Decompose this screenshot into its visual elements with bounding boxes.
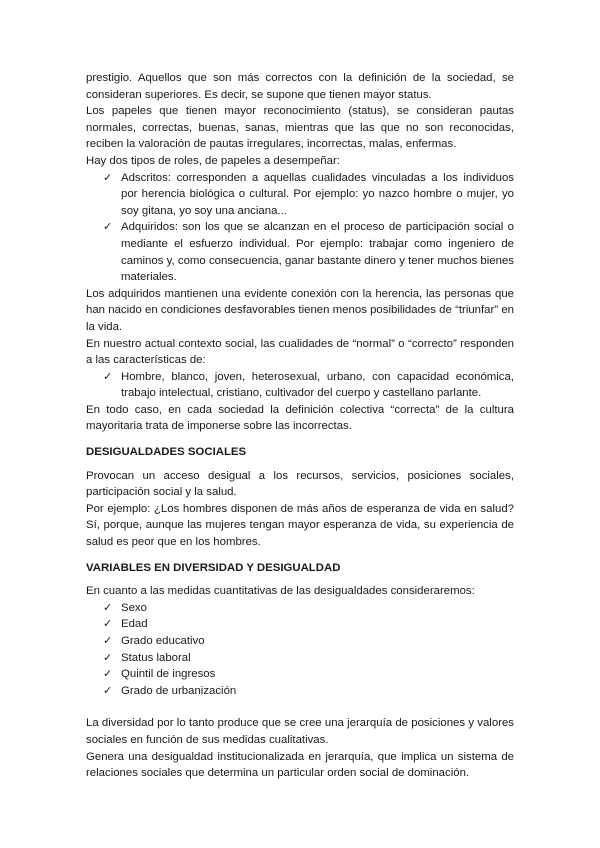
list-item-adquiridos: [86, 219, 514, 285]
list-item-text: Grado educativo: [121, 635, 205, 647]
paragraph-tipos-roles: Hay dos tipos de roles, de papeles a desempeñar:: [86, 154, 340, 167]
paragraph-papeles-status: Los papeles que tienen mayor reconocimiento (status), se consideran pautas normales, correctas, buenas, sanas, mientras que las que no son reconocidas, reciben la valoración de pautas irregulares, incorrectas, malas, enfermas.: [86, 105, 514, 151]
paragraph-ejemplo-salud: Por ejemplo: ¿Los hombres disponen de más años de esperanza de vida en salud? Sí, porque, aunque las mujeres tengan mayor esperanza de vida, su experiencia de salud es peor que en los hombres.: [86, 502, 514, 549]
list-item-caracteristicas: [86, 369, 514, 402]
list-item-text: Edad: [121, 618, 148, 631]
variables-list: [86, 600, 514, 700]
list-item-text: Adscritos: corresponden a aquellas cualidades vinculadas a los individuos por herencia biológica o cultural. Por ejemplo: yo nazco hombre o mujer, yo soy gitana, yo soy una anciana...: [121, 171, 514, 217]
check-icon: ✓: [103, 170, 113, 184]
paragraph-adquiridos-herencia: Los adquiridos mantienen una evidente conexión con la herencia, las personas que han nacido en condiciones desfavorables tienen menos posibilidades de “triunfar” en la vida.: [86, 287, 514, 333]
check-icon: ✓: [103, 683, 113, 697]
list-item-adscritos: [86, 170, 514, 220]
list-item-sexo: [86, 600, 514, 617]
list-item-text: Status laboral: [121, 651, 191, 664]
list-item-grado-urbanizacion: [86, 683, 514, 700]
list-item-status-laboral: [86, 650, 514, 667]
caracteristicas-list: [86, 369, 514, 402]
list-item-quintil-ingresos: [86, 666, 514, 683]
check-icon: ✓: [103, 220, 113, 234]
check-icon: ✓: [103, 600, 113, 614]
check-icon: ✓: [103, 617, 113, 631]
list-item-text: Adquiridos: son los que se alcanzan en el proceso de participación social o mediante el esfuerzo individual. Por ejemplo: trabajar como ingeniero de caminos y, como consecuencia, ganar bastante dinero y tener muchos bienes materiales.: [121, 221, 514, 284]
heading-desigualdades-sociales: DESIGUALDADES SOCIALES: [86, 446, 247, 459]
list-item-text: Hombre, blanco, joven, heterosexual, urbano, con capacidad económica, trabajo intelectual, cristiano, cultivador del cuerpo y castellano parlante.: [121, 370, 514, 400]
list-item-grado-educativo: [86, 633, 514, 650]
paragraph-desigualdad-institucionalizada: Genera una desigualdad institucionalizada en jerarquía, que implica un sistema de relaciones sociales que determina un particular orden social de dominación.: [86, 750, 514, 780]
document-page: [86, 70, 514, 782]
check-icon: ✓: [103, 369, 113, 383]
list-item-text: Grado de urbanización: [121, 684, 237, 697]
list-item-edad: [86, 616, 514, 633]
list-item-text: Sexo: [121, 601, 147, 614]
check-icon: ✓: [103, 667, 113, 681]
list-item-text: Quintil de ingresos: [121, 668, 216, 681]
paragraph-provocan: Provocan un acceso desigual a los recursos, servicios, posiciones sociales, participación social y la salud.: [86, 469, 514, 499]
paragraph-medidas-cuantitativas: En cuanto a las medidas cuantitativas de las desigualdades consideraremos:: [86, 585, 475, 598]
paragraph-todo-caso: En todo caso, en cada sociedad la definición colectiva “correcta” de la cultura mayoritaria trata de imponerse sobre las incorrectas.: [86, 403, 514, 433]
check-icon: ✓: [103, 634, 113, 647]
roles-list: [86, 170, 514, 286]
check-icon: ✓: [103, 650, 113, 664]
heading-variables: VARIABLES EN DIVERSIDAD Y DESIGUALDAD: [86, 561, 341, 574]
paragraph-prestigio: prestigio. Aquellos que son más correctos con la definición de la sociedad, se consideran superiores. Es decir, se supone que tienen mayor status.: [86, 72, 514, 101]
paragraph-contexto-social: En nuestro actual contexto social, las cualidades de “normal” o “correcto” responden a las características de:: [86, 337, 514, 367]
paragraph-diversidad-jerarquia: La diversidad por lo tanto produce que se cree una jerarquía de posiciones y valores sociales en función de sus medidas cualitativas.: [86, 717, 514, 746]
